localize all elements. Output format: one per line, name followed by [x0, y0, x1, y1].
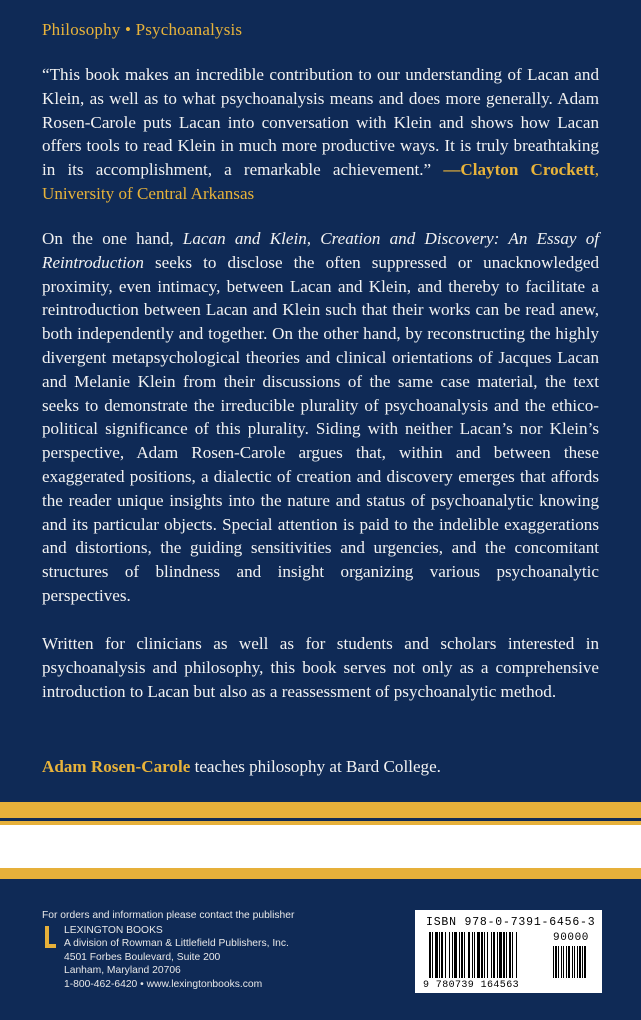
barcode-stripe: [509, 932, 511, 978]
barcode-stripe: [506, 932, 507, 978]
audience-paragraph: Written for clinicians as well as for students and scholars interested in psychoanalysis and philosophy, this book serves not only as a comprehensive introduction to Lacan but also as a reassessment of psychoanalytic method.: [42, 634, 599, 701]
barcode-stripe: [493, 932, 495, 978]
barcode-stripe: [461, 932, 463, 978]
barcode-stripe: [454, 932, 457, 978]
publisher-name: LEXINGTON BOOKS: [64, 924, 163, 936]
barcode-stripe: [512, 932, 513, 978]
decorative-band-bottom: [0, 868, 641, 879]
publisher-phone-web: 1-800-462-6420 • www.lexingtonbooks.com: [64, 978, 263, 990]
barcode-stripe: [491, 932, 492, 978]
category-label: Philosophy • Psychoanalysis: [42, 20, 243, 39]
barcode-stripe: [563, 946, 564, 978]
decorative-band-white: [0, 825, 641, 868]
barcode-stripe: [484, 932, 485, 978]
barcode-stripe: [474, 932, 475, 978]
barcode-stripe: [516, 932, 517, 978]
publisher-contact: For orders and information please contact the publisher: [42, 910, 295, 921]
barcode-stripe: [441, 932, 443, 978]
barcode-stripe: [468, 932, 470, 978]
publisher-address-line2: Lanham, Maryland 20706: [64, 965, 181, 977]
publisher-division: A division of Rowman & Littlefield Publishers, Inc.: [64, 938, 289, 950]
quote-text: “This book makes an incredible contribution to our understanding of Lacan and Klein, as well as to what psychoanalysis means and does more generally. Adam Rosen-Carole puts Lacan into conversation with Klein and shows how Lacan offers tools to read Klein in much more productive ways. It is truly breathtaking in its accomplishment, a remarkable achievement.”: [42, 65, 599, 180]
author-bio: [42, 755, 599, 779]
barcode-stripe: [568, 946, 570, 978]
barcode-stripe: [574, 946, 575, 978]
barcode-stripe: [452, 932, 453, 978]
barcode-stripe: [582, 946, 583, 978]
barcode-stripe: [459, 932, 460, 978]
barcode-stripe: [435, 932, 438, 978]
barcode-stripe: [497, 932, 498, 978]
quote-author: —Clayton Crockett: [443, 160, 595, 180]
barcode-stripe: [481, 932, 483, 978]
publisher-address-line1: 4501 Forbes Boulevard, Suite 200: [64, 951, 221, 963]
barcode-stripe: [487, 932, 488, 978]
description-lead: On the one hand,: [42, 229, 183, 248]
barcode-stripe: [579, 946, 581, 978]
barcode-stripe: [432, 932, 433, 978]
description-body: seeks to disclose the often suppressed or unacknowledged proximity, even intimacy, between Lacan and Klein, and thereby to facilitate a reintroduction between Lacan and Klein such that their works can be read anew, both independently and together. On the other hand, by reconstructing the highly divergent metapsychological theories and clinical orientations of Jacques Lacan and Melanie Klein from their discussions of the same case material, the text seeks to demonstrate the irreducible plurality of psychoanalysis and the ethico-political significance of this plurality. Siding with neither Lacan’s nor Klein’s perspective, Adam Rosen-Carole argues that, within and between these exaggerated positions, a dialectic of creation and discovery emerges that affords the reader unique insights into the nature and status of psychoanalytic knowing and its particular objects. Special attention is paid to the indelible exaggerations and distortions, the guiding sensitivities and urgencies, and the concomitant structures of blindness and insight organizing various psychoanalytic perspectives.: [42, 252, 599, 605]
book-description: [42, 227, 599, 608]
barcode-stripe: [439, 932, 440, 978]
bio-text: teaches philosophy at Bard College.: [190, 757, 441, 776]
barcode-stripe: [499, 932, 502, 978]
barcode-stripe: [472, 932, 473, 978]
barcode-stripe: [555, 946, 557, 978]
quote-affiliation: , University of Central Arkansas: [42, 160, 599, 203]
barcode-stripe: [477, 932, 480, 978]
barcode-stripe: [572, 946, 573, 978]
barcode-stripe: [584, 946, 586, 978]
publisher-logo-icon: [42, 926, 58, 950]
book-title: Lacan and Klein, Creation and Discovery: An Essay of Reintroduction: [42, 229, 599, 272]
barcode-stripe: [577, 946, 578, 978]
barcode-stripe: [445, 932, 446, 978]
barcode-stripe: [429, 932, 431, 978]
barcode-stripe: [464, 932, 465, 978]
barcode-stripe: [503, 932, 505, 978]
decorative-band-top: [0, 802, 641, 818]
price-code: 90000: [553, 932, 590, 944]
isbn-barcode: [415, 910, 602, 993]
barcode-stripe: [566, 946, 567, 978]
barcode-stripe: [449, 932, 450, 978]
author-name: Adam Rosen-Carole: [42, 757, 191, 776]
publisher-info: [42, 909, 294, 992]
isbn-number: ISBN 978-0-7391-6456-3: [426, 916, 596, 929]
barcode-stripe: [561, 946, 562, 978]
endorsement-quote: [42, 63, 599, 206]
barcode-stripe: [558, 946, 559, 978]
ean-number: 9 780739 164563: [423, 980, 520, 991]
barcode-stripe: [553, 946, 554, 978]
